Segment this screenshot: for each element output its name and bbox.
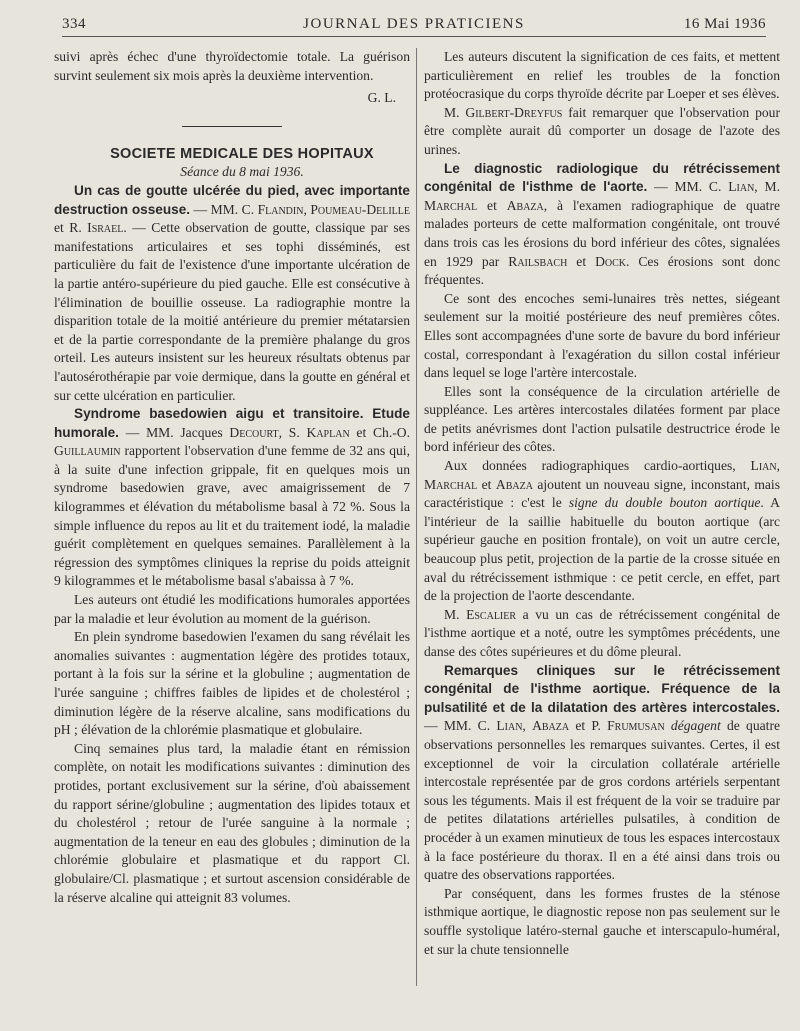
section-rule <box>182 126 282 127</box>
paragraph: En plein syndrome basedowien l'examen du sang révélait les anomalies suivantes : augmentation légère des protides totaux, portant à la fois sur la sérine et la globuline ; augmentation de l'urée sanguine ; chiffres faibles de lipides et de cholestérol ; diminution légère de la réserve alcaline, sans modifications du pH ; élévation de la chlorémie plasmatique et globulaire. <box>54 629 410 738</box>
article-body: . — Cette observation de goutte, classique par ses manifestations articulaires et ses tophi disséminés, est particulière du fait de l'existence d'une importante ulcération de la partie antéro-supérieure du pied gauche. Elle est consécutive à l'élimination de bouillie osseuse. La radiographie montre la disparition totale de la moitié antérieure du premier métatarsien et de la partie correspondante de la première phalange du gros orteil. Les auteurs insistent sur les heureux résultats obtenus par l'autosérothérapie par voie dermique, dans la goutte en général et sur cette ulcération en particulier. <box>54 220 411 403</box>
paragraph: M. Gilbert-Dreyfus fait remarquer que l'observation pour être complète aurait dû comporter un dosage de l'azote des urines. <box>424 104 780 157</box>
emphasis-sign: signe du double bouton aortique <box>568 495 761 511</box>
author-name: Abaza <box>495 476 533 492</box>
cited-name: Railsbach <box>508 253 568 269</box>
right-column <box>424 48 780 959</box>
article-basedow: Syndrome basedowien aigu et transitoire. Etude humorale. — MM. Jacques Decourt, S. Kaplan et Ch.-O. Guillaumin rapportent l'observation d'une femme de 32 ans qui, à la suite d'une infection grippale, fit en quelques mois un syndrome basedowien grave, avec amaigrissement de 7 kilogrammes et élévation du métabolisme basal à 72 %. Sous la simple influence du repos au lit et du traitement iodé, la maladie guérit complètement en quelques semaines. Parallèlement à la régression des symptômes cliniques la reprise du poids atteignit 9 kilogrammes et le métabolisme basal s'abaissa à 7 %. <box>54 406 410 589</box>
article-title: Syndrome basedowien aigu et transitoire. Etude humorale. <box>54 406 410 440</box>
author-name: Frumusan <box>607 718 665 734</box>
author-name: Lian <box>750 458 777 474</box>
left-column <box>54 48 410 907</box>
author-name: R. Israel <box>69 220 124 236</box>
article-title: Un cas de goutte ulcérée du pied, avec importante destruction osseuse. <box>54 182 410 217</box>
article-title: Remarques cliniques sur le rétrécissement congénital de l'isthme aortique. Fréquence de la pulsatilité et de la dilatation des artères intercostales. <box>424 662 780 715</box>
article-title: Le diagnostic radiologique du rétrécissement congénital de l'isthme de l'aorte. <box>424 160 780 195</box>
session-date: Séance du 8 mai 1936. <box>180 164 304 180</box>
author-name: Abaza <box>506 197 544 213</box>
author-name: Gilbert-Dreyfus <box>465 104 563 120</box>
paragraph: Cinq semaines plus tard, la maladie étant en rémission complète, on notait les modifications suivantes : diminution des protides, portant exclusivement sur la sérine, d'où abaissement du rapport sérine/globuline ; augmentation des lipides totaux et du cholestérol ; retour de l'urée sanguine à la normale ; augmentation de la teneur en eau des globules ; diminution de la chlorémie globulaire et plasmatique et du rapport Cl. globulaire/Cl. plasmatique ; et surtout ascension considérable de la réserve alcaline qui atteignit 83 volumes. <box>54 740 410 905</box>
author-name: Lian <box>496 718 523 734</box>
cited-name: Dock <box>595 253 626 269</box>
paragraph: suivi après échec d'une thyroïdectomie totale. La guérison survint seulement six mois après la deuxième intervention. <box>54 49 410 83</box>
paragraph: Les auteurs ont étudié les modifications humorales apportées par la maladie et leur évolution au moment de la guérison. <box>54 592 410 626</box>
paragraph: Ce sont des encoches semi-lunaires très nettes, siégeant seulement sur la moitié postérieure des neuf premières côtes. Elles sont accompagnées d'une sorte de bavure du bord inférieur costal, correspondant à l'exagération du sillon costal inférieur dans lequel se loge l'artère intercostale. <box>424 290 780 381</box>
author-name: Poumeau-Delille <box>310 201 411 217</box>
author-name: C. Flandin <box>241 201 304 217</box>
author-name: Guillaumin <box>54 443 121 459</box>
author-name: Marchal <box>424 197 478 213</box>
article-body: de quatre observations personnelles les remarques suivantes. Certes, il est exceptionnel de voir la circulation collatérale artérielle intercostale représentée par de gros cordons artériels serpentant sous les téguments. Mais il est fréquent de la voir se traduire par de petites dilatations artérielles pulsatiles, à condition de procéder à un examen minutieux de tous les espaces intercostaux à la face postérieure du thorax. Il en a été ainsi dans trois ou quatre des observations rapportées. <box>424 718 781 883</box>
paragraph: M. Escalier a vu un cas de rétrécissement congénital de l'isthme aortique et a noté, outre les symptômes précédents, une danse des côtes supérieures et du dôme pleural. <box>424 606 780 659</box>
signature: G. L. <box>367 90 396 106</box>
article-body: rapportent l'observation d'une femme de 32 ans qui, à la suite d'une infection grippale, fit en quelques mois un syndrome basedowien grave, avec amaigrissement de 7 kilogrammes et élévation du métabolisme basal à 72 %. Sous la simple influence du repos au lit et du traitement iodé, la maladie guérit complètement en quelques semaines. Parallèlement à la régression des symptômes cliniques la reprise du poids atteignit 9 kilogrammes et le métabolisme basal s'abaissa à 7 %. <box>54 443 410 589</box>
article-goutte: Un cas de goutte ulcérée du pied, avec importante destruction osseuse. — MM. C. Flandin, Poumeau-Delille et R. Israel. — Cette observation de goutte, classique par ses manifestations articulaires et ses tophi disséminés, est particulière du fait de l'existence d'une importante ulcération de la partie antéro-supérieure du pied gauche. Elle est consécutive à l'élimination de bouillie osseuse. La radiographie montre la disparition totale de la moitié antérieure du premier métatarsien et de la partie correspondante de la première phalange du gros orteil. Les auteurs insistent sur les heureux résultats obtenus par l'autosérothérapie par voie dermique, dans la goutte en général et sur cette ulcération en particulier. <box>54 182 411 403</box>
paragraph: Par conséquent, dans les formes frustes de la sténose isthmique aortique, le diagnostic repose non pas seulement sur le souffle systolique latéro-sternal gauche et interscapulo-huméral, et sur la chute tensionnelle <box>424 885 780 957</box>
author-name: Kaplan <box>306 424 350 440</box>
page-header <box>62 14 766 37</box>
society-title: SOCIETE MEDICALE DES HOPITAUX <box>110 145 374 162</box>
paragraph: Aux données radiographiques cardio-aortiques, Lian, Marchal et Abaza ajoutent un nouveau signe, inconstant, mais caractéristique : c'est le signe du double bouton aortique. A l'intérieur de la saillie habituelle du bouton aortique (arc supérieur gauche en position frontale), on voit un autre cercle, beaucoup plus petit, projection de la partie de la crosse située en aval du rétrécissement isthmique : ce petit cercle, en effet, part de la projection de l'aorte descendante. <box>424 458 781 604</box>
article-isthme-radiologie: Le diagnostic radiologique du rétrécissement congénital de l'isthme de l'aorte. — MM. C. Lian, M. Marchal et Abaza, à l'examen radiographique de quatre malades porteurs de cette malformation congénitale, ont trouvé dans trois cas les érosions du bord inférieur des côtes, signalées en 1929 par Railsbach et Dock. Ces érosions sont donc fréquentes. <box>424 160 781 288</box>
issue-date: 16 Mai 1936 <box>683 16 766 32</box>
author-name: Lian <box>728 179 755 195</box>
author-name: Abaza <box>532 718 570 734</box>
journal-title: JOURNAL DES PRATICIENS <box>303 16 525 32</box>
page-number: 334 <box>62 16 86 32</box>
author-name: Escalier <box>466 606 517 622</box>
paragraph: Les auteurs discutent la signification de ces faits, et mettent particulièrement en relief les troubles de la fonction protéocrasique du corps thyroïde décrite par Loeper et ses élèves. <box>424 49 780 102</box>
paragraph: Elles sont la conséquence de la circulation artérielle de suppléance. Les artères intercostales dilatées forment par place de petits anévrismes dont l'action pulsatile destructrice érode le bord inférieur des côtes. <box>424 383 780 455</box>
author-name: Marchal <box>424 476 478 492</box>
article-isthme-clinique: Remarques cliniques sur le rétrécissement congénital de l'isthme aortique. Fréquence de la pulsatilité et de la dilatation des artères intercostales. — MM. C. Lian, Abaza et P. Frumusan dégagent de quatre observations personnelles les remarques suivantes. Certes, il est exceptionnel de voir la circulation collatérale artérielle intercostale représentée par de gros cordons artériels serpentant sous les téguments. Mais il est fréquent de la voir se traduire par de petites dilatations artérielles pulsatiles, à condition de procéder à un examen minutieux de tous les espaces intercostaux à la face postérieure du thorax. Il en a été ainsi dans trois ou quatre des observations rapportées. <box>424 662 781 883</box>
author-name: Decourt <box>229 424 279 440</box>
column-divider <box>416 48 417 986</box>
